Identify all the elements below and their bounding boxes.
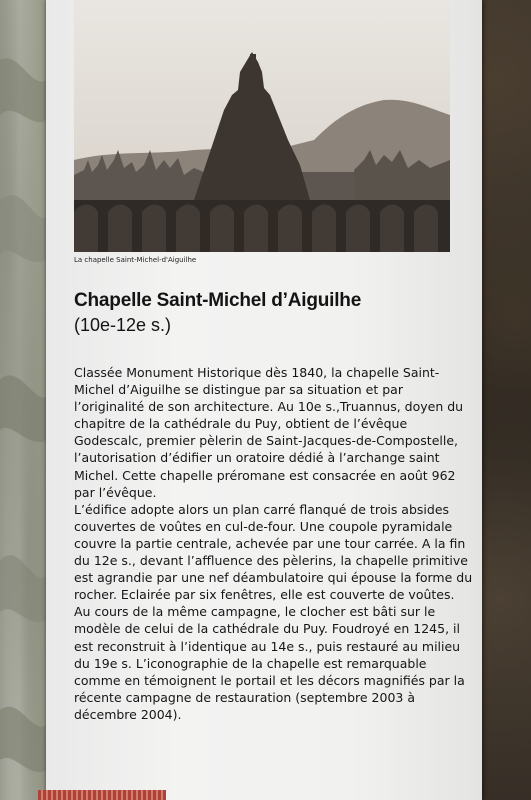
stone-pattern-graphic (0, 0, 48, 800)
right-background-rock (479, 0, 531, 800)
page-title: Chapelle Saint-Michel d’Aiguilhe (74, 290, 362, 311)
description-text (74, 364, 474, 723)
chapel-silhouette-image (74, 0, 450, 252)
paragraph-2: L’édifice adopte alors un plan carré flanqué de trois absides couvertes de voûtes en cul-de-four. Une coupole pyramidale couvre la partie centrale, achevée par une tour carrée. A la fin du 12e s., devant l’affluence des pèlerins, la chapelle primitive est agrandie par une nef déambulatoire qui épouse la forme du rocher. Eclairée par six fenêtres, elle est couverte de voûtes. Au cours de la même campagne, le clocher est bâti sur le modèle de celui de la cathédrale du Puy. Foudroyé en 1245, il est reconstruit à l’identique au 14e s., puis restauré au milieu du 19e s. L’iconographie de la chapelle est remarquable comme en témoignent le portail et les décors magnifiés par la récente campagne de restauration (septembre 2003 à décembre 2004). (74, 501, 473, 722)
information-panel (46, 0, 482, 800)
left-background-stone (0, 0, 48, 800)
paragraph-1: Classée Monument Historique dès 1840, la chapelle Saint-Michel d’Aiguilhe se distingue par sa situation et par l’originalité de son architecture. Au 10e s.,Truannus, doyen du chapitre de la cathédrale du Puy, obtient de l’évêque Godescalc, premier pèlerin de Saint-Jacques-de-Compostelle, l’autorisation d’édifier un oratoire dédié à l’archange saint Michel. Cette chapelle préromane est consacrée en août 962 par l’évêque. (74, 365, 464, 500)
decorative-strip (38, 790, 166, 800)
chapel-photo (74, 0, 450, 252)
date-range: (10e-12e s.) (74, 315, 172, 335)
photo-caption: La chapelle Saint-Michel-d'Aiguilhe (74, 256, 197, 264)
